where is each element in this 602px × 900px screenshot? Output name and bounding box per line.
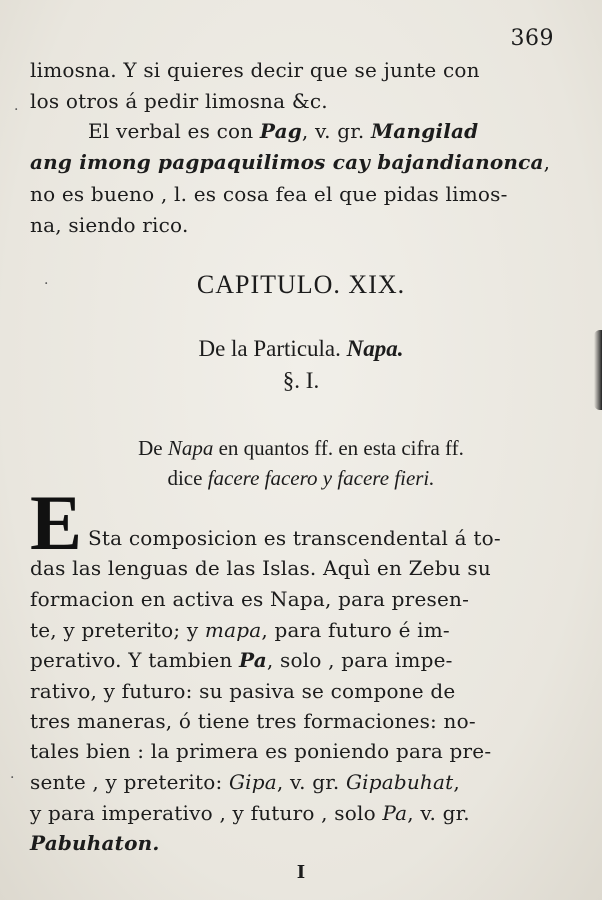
verbal-line-1 bbox=[88, 119, 478, 143]
body-line-5 bbox=[30, 648, 453, 672]
particle-pa: Pa bbox=[239, 648, 267, 672]
text-line-2: los otros á pedir limosna &c. bbox=[30, 89, 328, 113]
body-text: , solo , para impe- bbox=[266, 648, 453, 672]
body-line-10 bbox=[30, 801, 470, 825]
body-text: formacion en activa es bbox=[30, 587, 271, 611]
body-text: , v. gr. bbox=[276, 770, 346, 794]
chapter-title: CAPITULO. XIX. bbox=[196, 270, 406, 299]
body-line-4 bbox=[30, 618, 450, 642]
section-number: §. I. bbox=[282, 368, 320, 393]
particle-pag: Pag bbox=[259, 119, 302, 143]
body-line-2: das las lenguas de las Islas. Aquì en Zebu su bbox=[30, 556, 491, 580]
body-line-7: tres maneras, ó tiene tres formaciones: no- bbox=[30, 709, 476, 733]
description-line-2 bbox=[0, 466, 602, 491]
tagalog-example: ang imong pagpaquilimos cay bajandianonca bbox=[30, 150, 544, 174]
particle-gipa: Gipa bbox=[229, 770, 277, 794]
body-line-9 bbox=[30, 770, 460, 794]
text-line-1: limosna. Y si quieres decir que se junte con bbox=[30, 58, 480, 82]
body-text: y para imperativo , y futuro , solo bbox=[30, 801, 383, 825]
speck-mark: · bbox=[44, 276, 49, 292]
page-number: 369 bbox=[510, 26, 554, 51]
body-text: , para futuro é im- bbox=[261, 618, 450, 642]
speck-mark: · bbox=[10, 770, 15, 786]
body-text: , bbox=[453, 770, 460, 794]
desc-napa: Napa bbox=[167, 436, 214, 460]
desc-text: dice bbox=[167, 466, 208, 490]
subtitle-text: De la Particula. bbox=[198, 336, 347, 361]
desc-text: en quantos ff. en esta cifra ff. bbox=[213, 436, 464, 460]
body-text: te, y preterito; y bbox=[30, 618, 205, 642]
body-line-1: Sta composicion es transcendental á to- bbox=[88, 526, 501, 550]
body-line-6: rativo, y futuro: su pasiva se compone de bbox=[30, 679, 456, 703]
body-line-3 bbox=[30, 587, 469, 611]
body-text: , para presen- bbox=[325, 587, 470, 611]
example-word: Gipabuhat bbox=[345, 770, 454, 794]
particle-pa: Pa bbox=[382, 801, 408, 825]
description-line-1 bbox=[0, 436, 602, 461]
body-text: perativo. Y tambien bbox=[30, 648, 240, 672]
drop-cap: E bbox=[30, 479, 83, 566]
tagalog-example: Mangilad bbox=[370, 119, 479, 143]
particle-mapa: mapa bbox=[204, 618, 262, 642]
speck-mark: · bbox=[14, 102, 19, 118]
chapter-subtitle bbox=[0, 336, 602, 362]
verbal-line-4: na, siendo rico. bbox=[30, 213, 189, 237]
verbal-line-3: no es bueno , l. es cosa fea el que pidas limos- bbox=[30, 182, 508, 206]
desc-text: De bbox=[138, 436, 168, 460]
verbal-text: , v. gr. bbox=[301, 119, 371, 143]
signature-mark: I bbox=[296, 862, 306, 883]
body-text: sente , y preterito: bbox=[30, 770, 229, 794]
verbal-text: El verbal es con bbox=[88, 119, 260, 143]
subtitle-particle: Napa. bbox=[346, 336, 404, 361]
body-line-8: tales bien : la primera es poniendo para pre- bbox=[30, 739, 492, 763]
verbal-text: , bbox=[543, 150, 551, 174]
verbal-line-2 bbox=[30, 150, 550, 174]
body-text: , v. gr. bbox=[407, 801, 470, 825]
body-line-11: Pabuhaton. bbox=[30, 831, 160, 855]
particle-napa: Napa bbox=[270, 587, 325, 611]
desc-italic: facere facero y facere fieri. bbox=[207, 466, 435, 490]
